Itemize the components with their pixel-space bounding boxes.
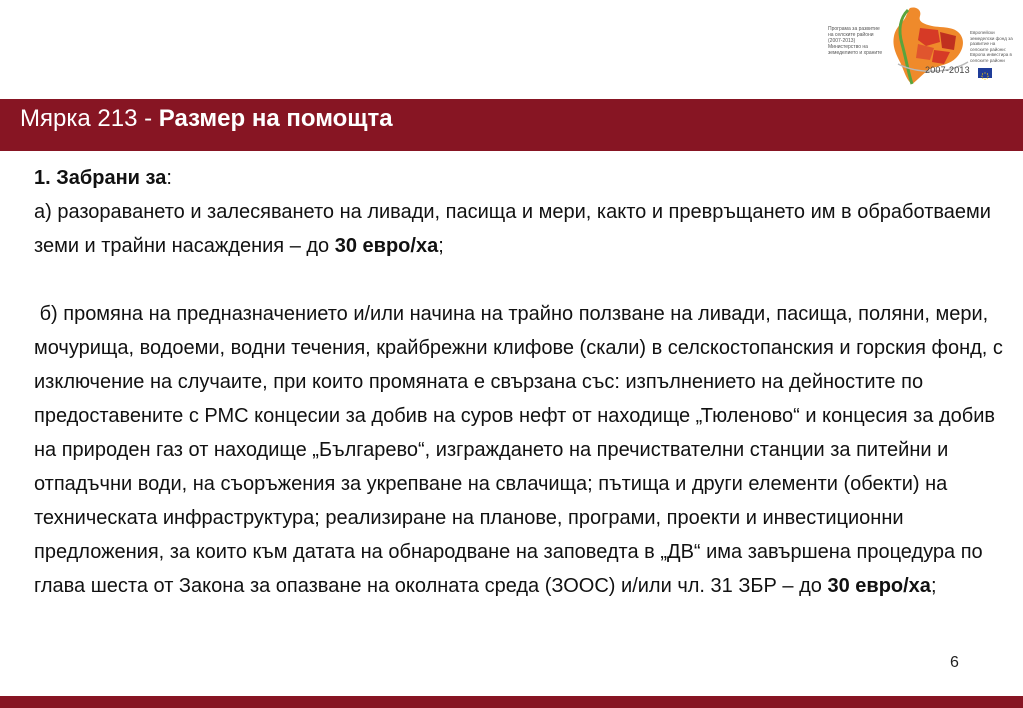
logo-years: 2007-2013	[925, 65, 970, 75]
item-a-text: а) разораването и залесяването на ливади, пасища и мери, както и превръщането им в обработваеми земи и трайни насаждения – до	[34, 201, 991, 257]
item-b-amount: 30 евро/ха	[827, 575, 931, 597]
section-heading-colon: :	[166, 167, 172, 189]
logo-left-text: Програма за развитие на селските райони (2007-2013) Министерство на земеделието и храните	[828, 26, 883, 56]
item-b-text: б) промяна на предназначението и/или начина на трайно ползване на ливади, пасища, поляни, мери, мочурища, водоеми, водни течения, крайбрежни клифове (скали) в селскостопанския и горския фонд, с изключение на случаите, при които промяната е свързана със: изпълнението на дейностите по предоставените с РМС концесии за добив на суров нефт от находище „Тюленово“ и концесия за добив на природен газ от находище „Българево“, изграждането на пречиствателни станции за питейни и отпадъчни води, на съоръжения за укрепване на свлачища; пътища и други елементи (обекти) на техническата инфраструктура; реализиране на планове, програми, проекти и инвестиционни предложения, за които към датата на обнародване на заповедта в „ДВ“ има завършена процедура по глава шеста от Закона за опазване на околната среда (ЗООС) и/или чл. 31 ЗБР – до	[34, 303, 1003, 597]
logo-right-text: Европейски земеделски фонд за развитие на селските райони: Европа инвестира в селските райони	[970, 30, 1013, 63]
item-a	[34, 195, 1019, 263]
program-logo	[828, 4, 1013, 92]
slide-title	[20, 105, 393, 133]
item-b	[34, 297, 1019, 603]
title-measure: Мярка 213	[20, 105, 138, 132]
eu-flag-icon	[978, 68, 992, 78]
section-heading	[34, 161, 1019, 195]
paragraph-gap	[34, 263, 1019, 297]
page-number: 6	[950, 654, 959, 671]
title-subject: Размер на помощта	[158, 105, 393, 132]
footer-bar	[0, 696, 1023, 708]
section-heading-bold: 1. Забрани за	[34, 167, 167, 189]
title-separator: -	[137, 105, 159, 132]
item-a-end: ;	[438, 235, 444, 257]
slide-body	[34, 161, 1019, 603]
item-b-end: ;	[930, 575, 937, 597]
item-a-amount: 30 евро/ха	[334, 235, 439, 257]
